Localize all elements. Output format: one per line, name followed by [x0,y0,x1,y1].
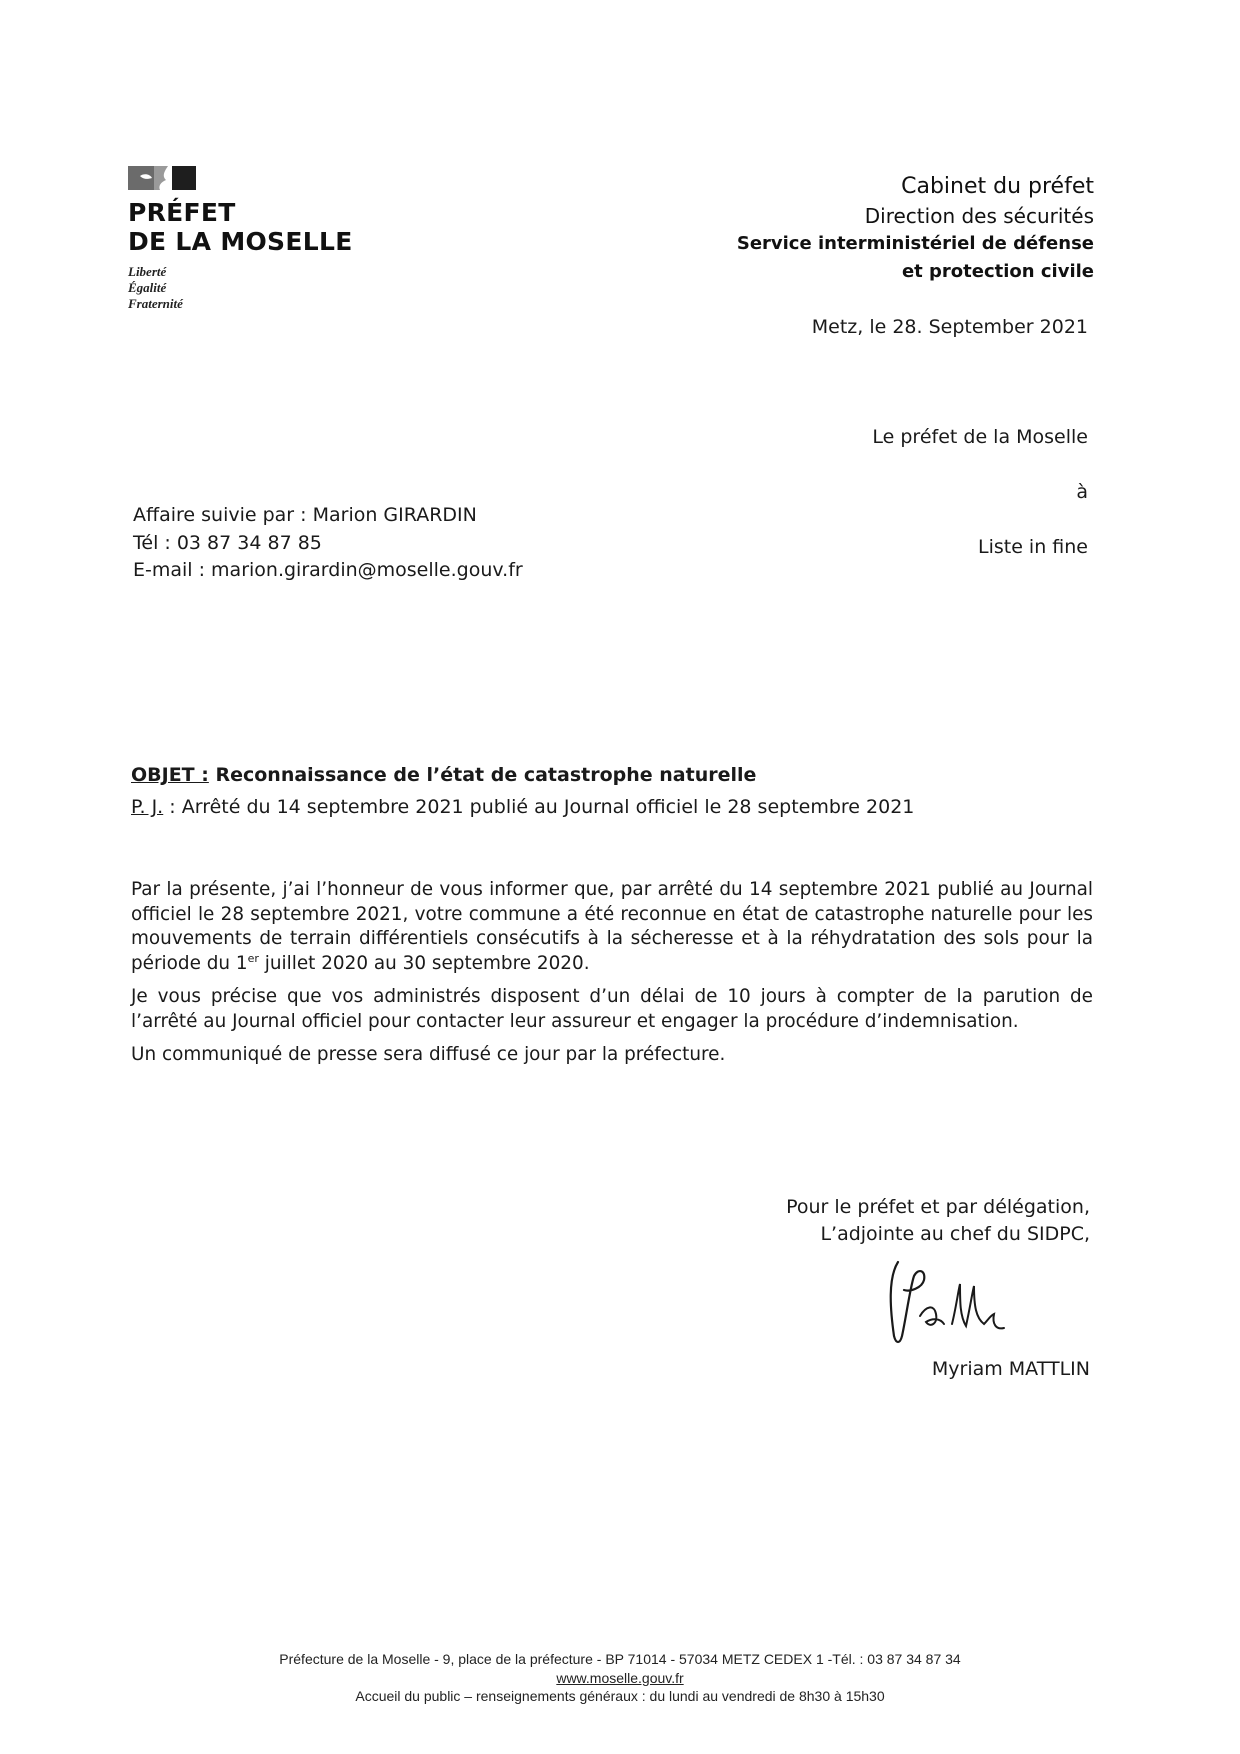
motto-liberte: Liberté [128,264,167,279]
body-paragraph-1 [131,878,1093,976]
body-p1-sup: er [247,951,259,965]
logo-title-line2: DE LA MOSELLE [128,227,353,256]
attachment-label: P. J. [131,796,164,818]
service-label-line2: et protection civile [901,261,1094,282]
motto-fraternite: Fraternité [128,296,183,311]
letter-body [131,878,1093,1077]
motto-egalite: Égalité [128,280,167,295]
issuing-department [534,172,1094,286]
subject-line [131,761,1111,789]
attachment-text: : Arrêté du 14 septembre 2021 publié au Journal officiel le 28 septembre 2021 [163,796,915,818]
handwritten-signature [880,1258,1030,1350]
to-word: à [1076,481,1088,503]
logo-title-line1: PRÉFET [128,198,236,227]
body-paragraph-3: Un communiqué de presse sera diffusé ce jour par la préfecture. [131,1044,726,1065]
logo-motto [128,264,388,312]
contact-email: E-mail : marion.girardin@moselle.gouv.fr [133,559,523,581]
signer-name: Myriam MATTLIN [931,1358,1090,1380]
body-p1-part1: Par la présente, j’ai l’honneur de vous informer que, par arrêté du 14 septembre 2021 publié au Journal officiel le 28 septembre 2021, votre commune a été reconnue en état de catastrophe naturelle pour les mouvements de terrain différentiels consécutifs à la sécheresse et à la réhydratation des sols pour la période du 1 [131,879,1093,974]
letter-date: Metz, le 28. September 2021 [811,316,1088,338]
signature-line2: L’adjointe au chef du SIDPC, [820,1223,1090,1245]
contact-block [133,502,523,585]
marianne-emblem-icon [128,164,198,192]
service-label-line1: Service interministériel de défense [736,233,1094,254]
subject-block [131,761,1111,821]
cabinet-label: Cabinet du préfet [901,174,1094,199]
sender-name: Le préfet de la Moselle [872,426,1088,448]
subject-text: Reconnaissance de l’état de catastrophe naturelle [208,764,757,786]
recipients: Liste in fine [977,536,1088,558]
signature-block [670,1194,1090,1383]
footer-address: Préfecture de la Moselle - 9, place de la préfecture - BP 71014 - 57034 METZ CEDEX 1 -Tél. : 03 87 34 87 34 [279,1651,961,1667]
body-p1-part2: juillet 2020 au 30 septembre 2020. [258,952,590,974]
footer-website-link[interactable]: www.moselle.gouv.fr [556,1669,684,1686]
addressing-block [688,424,1088,561]
footer-hours: Accueil du public – renseignements généraux : du lundi au vendredi de 8h30 à 15h30 [355,1688,885,1704]
followed-by: Affaire suivie par : Marion GIRARDIN [133,504,477,526]
subject-label: OBJET : [131,764,209,786]
body-paragraph-2: Je vous précise que vos administrés disposent d’un délai de 10 jours à compter de la parution de l’arrêté au Journal officiel pour contacter leur assureur et engager la procédure d’indemnisation. [131,986,1093,1032]
signature-line1: Pour le préfet et par délégation, [786,1196,1090,1218]
contact-phone: Tél : 03 87 34 87 85 [133,531,322,554]
attachment-line [131,793,1111,821]
page-footer [0,1650,1240,1706]
direction-label: Direction des sécurités [864,204,1094,228]
prefecture-logo [128,164,388,312]
